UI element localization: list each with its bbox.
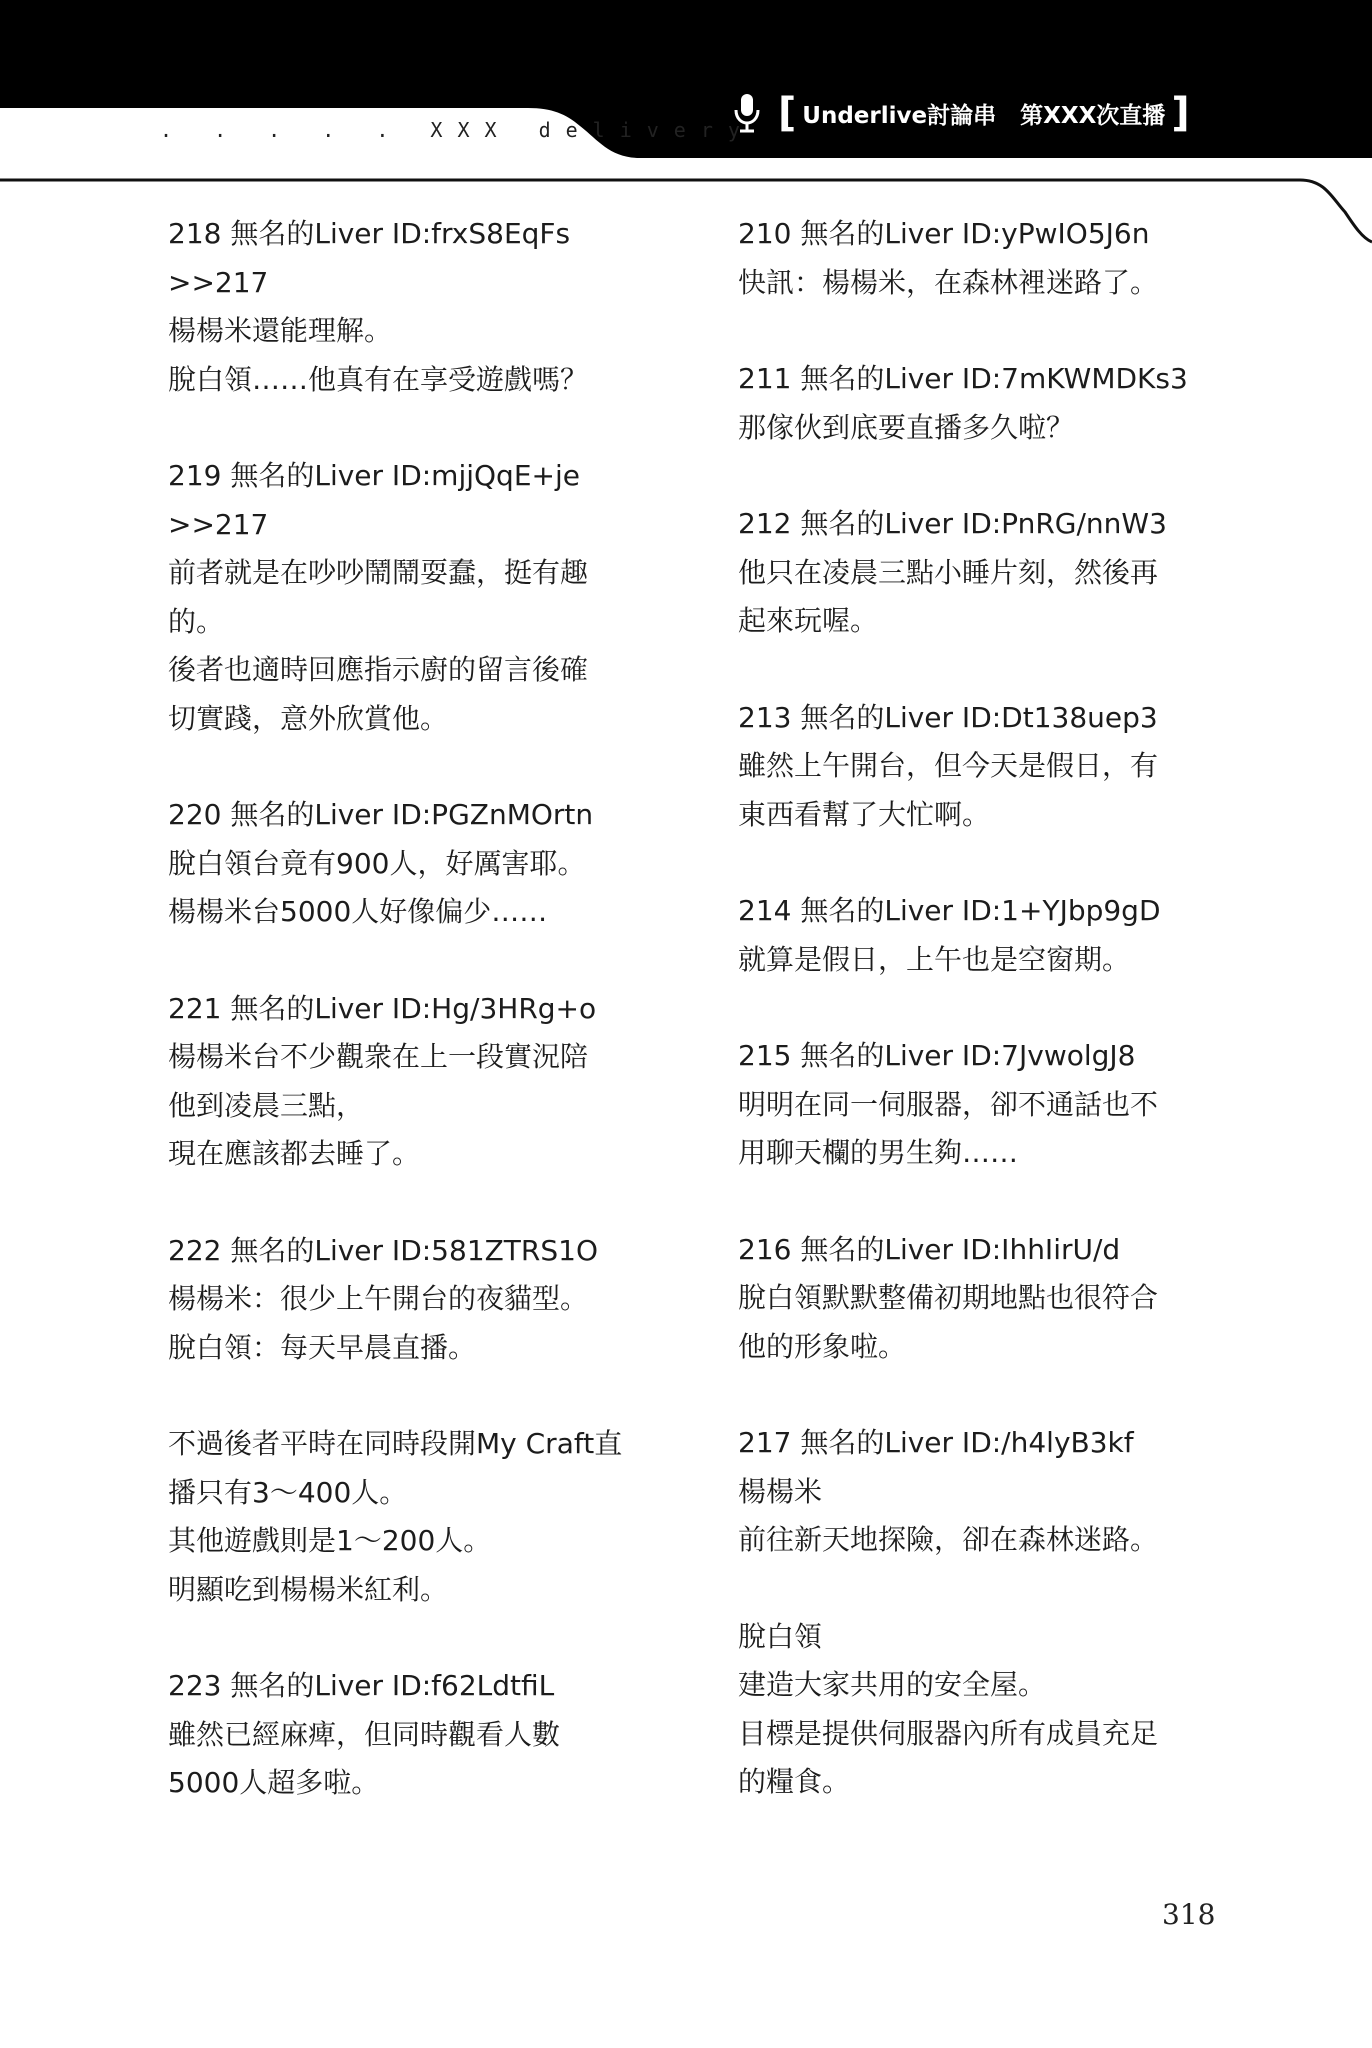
post-text: 明明在同一伺服器，卻不通話也不 xyxy=(738,1087,1159,1121)
thread-post-214 xyxy=(738,887,1238,984)
post-text: 他的形象啦。 xyxy=(738,1329,907,1363)
post-text: 5000人超多啦。 xyxy=(168,1766,380,1799)
episode-title: 第XXX次直播 xyxy=(1020,102,1166,129)
post-text: 快訊：楊楊米，在森林裡迷路了。 xyxy=(738,265,1159,299)
right-column xyxy=(738,210,1238,1855)
post-text: 楊楊米還能理解。 xyxy=(168,314,393,347)
post-text: 目標是提供伺服器內所有成員充足 xyxy=(738,1716,1159,1750)
thread-post-219 xyxy=(168,452,668,743)
post-header: 212 無名的Liver ID:PnRG/nnW3 xyxy=(738,507,1167,540)
post-header: 219 無名的Liver ID:mjjQqE+je xyxy=(168,459,580,492)
post-header: 210 無名的Liver ID:yPwIO5J6n xyxy=(738,217,1150,250)
bracket-close: ] xyxy=(1171,90,1190,136)
left-column xyxy=(168,210,668,1856)
post-header: 214 無名的Liver ID:1+YJbp9gD xyxy=(738,894,1161,927)
post-header: 222 無名的Liver ID:581ZTRS1O xyxy=(168,1233,598,1267)
post-text: 楊楊米台不少觀衆在上一段實況陪 xyxy=(168,1040,589,1073)
post-text: 前者就是在吵吵鬧鬧耍蠢，挺有趣 xyxy=(168,556,589,589)
post-text: 就算是假日，上午也是空窗期。 xyxy=(738,942,1131,976)
post-text: 楊楊米 xyxy=(738,1474,823,1508)
post-text: 脫白領……他真有在享受遊戲嗎？ xyxy=(168,362,589,396)
thread-post-222-continued xyxy=(168,1420,668,1614)
board-title: Underlive討論串 xyxy=(802,102,997,129)
thread-post-223 xyxy=(168,1662,668,1808)
post-text: 他只在凌晨三點小睡片刻，然後再 xyxy=(738,555,1159,589)
thread-post-212 xyxy=(738,500,1238,646)
thread-post-210 xyxy=(738,210,1238,307)
post-header: 223 無名的Liver ID:f62LdtfiL xyxy=(168,1669,555,1702)
post-text: 脫白領：每天早晨直播。 xyxy=(168,1330,477,1364)
thread-post-211 xyxy=(738,355,1238,452)
post-text: 切實踐，意外欣賞他。 xyxy=(168,701,449,735)
post-text: 脫白領 xyxy=(738,1619,823,1653)
post-text: 楊楊米：很少上午開台的夜貓型。 xyxy=(168,1282,589,1315)
post-text: 脫白領默默整備初期地點也很符合 xyxy=(738,1281,1159,1314)
post-header: 220 無名的Liver ID:PGZnMOrtn xyxy=(168,798,594,831)
post-text: 建造大家共用的安全屋。 xyxy=(738,1668,1047,1701)
post-text: 雖然已經麻痺，但同時觀看人數 xyxy=(168,1717,561,1751)
post-text: 那傢伙到底要直播多久啦？ xyxy=(738,410,1075,444)
thread-post-213 xyxy=(738,694,1238,840)
post-text: 不過後者平時在同時段開My Craft直 xyxy=(168,1427,623,1460)
thread-post-215 xyxy=(738,1032,1238,1178)
post-text: 東西看幫了大忙啊。 xyxy=(738,797,991,831)
thread-post-217-continued xyxy=(738,1613,1238,1807)
post-text: 楊楊米台5000人好像偏少…… xyxy=(168,895,548,928)
post-text: 脫白領台竟有900人，好厲害耶。 xyxy=(168,846,586,880)
post-header: 221 無名的Liver ID:Hg/3HRg+o xyxy=(168,991,597,1025)
post-text: 用聊天欄的男生夠…… xyxy=(738,1136,1019,1169)
post-header: 215 無名的Liver ID:7JvwolgJ8 xyxy=(738,1039,1136,1072)
post-header: 213 無名的Liver ID:Dt138uep3 xyxy=(738,700,1158,734)
thread-post-218 xyxy=(168,210,668,404)
post-text: 的。 xyxy=(168,604,225,638)
page-number: 318 xyxy=(1162,1898,1216,1931)
thread-post-217 xyxy=(738,1419,1238,1565)
post-text: 播只有3～400人。 xyxy=(168,1475,408,1509)
post-text: 他到凌晨三點， xyxy=(168,1088,365,1122)
post-header: 218 無名的Liver ID:frxS8EqFs xyxy=(168,217,571,250)
post-reply-ref: >>217 xyxy=(168,265,269,299)
thread-post-216 xyxy=(738,1226,1238,1372)
post-text: 現在應該都去睡了。 xyxy=(168,1137,421,1170)
post-header: 216 無名的Liver ID:IhhIirU/d xyxy=(738,1232,1121,1266)
post-text: 的糧食。 xyxy=(738,1765,851,1798)
post-header: 211 無名的Liver ID:7mKWMDKs3 xyxy=(738,362,1188,395)
post-text: 雖然上午開台，但今天是假日，有 xyxy=(738,749,1159,782)
thread-post-222 xyxy=(168,1227,668,1373)
post-text: 起來玩喔。 xyxy=(738,604,879,637)
post-reply-ref: >>217 xyxy=(168,507,269,541)
post-text: 前往新天地探險，卻在森林迷路。 xyxy=(738,1523,1159,1556)
post-text: 明顯吃到楊楊米紅利。 xyxy=(168,1572,449,1606)
microphone-icon xyxy=(732,92,762,134)
post-text: 後者也適時回應指示廚的留言後確 xyxy=(168,653,589,686)
bracket-open: [ xyxy=(778,90,797,136)
post-header: 217 無名的Liver ID:/h4lyB3kf xyxy=(738,1426,1134,1459)
thread-banner xyxy=(732,88,1196,138)
post-text: 其他遊戲則是1～200人。 xyxy=(168,1524,492,1557)
series-label: . . . . . XXX delivery xyxy=(160,118,755,142)
thread-post-220 xyxy=(168,791,668,937)
thread-post-221 xyxy=(168,985,668,1179)
